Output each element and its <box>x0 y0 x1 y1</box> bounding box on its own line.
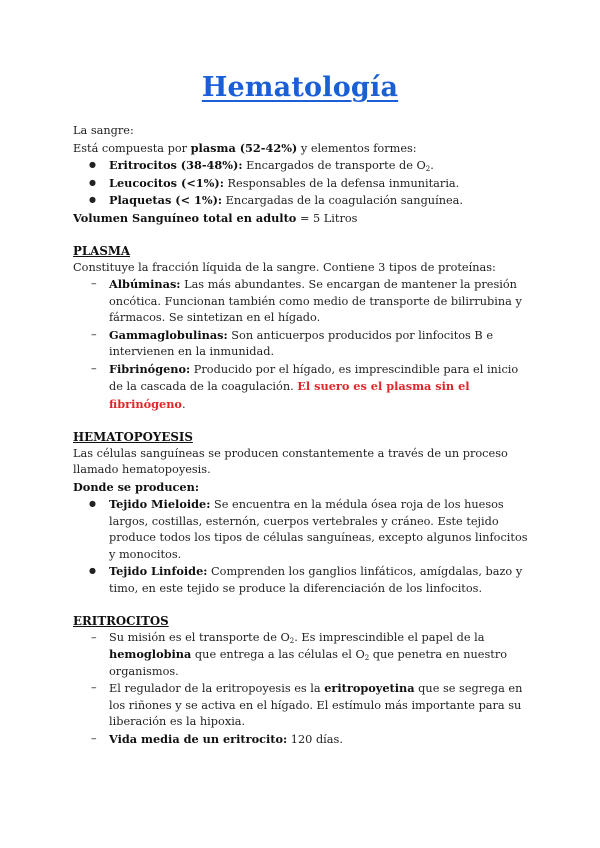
plasma-proteins-list <box>73 276 533 413</box>
document-body <box>73 123 533 748</box>
blood-components-list <box>73 157 533 210</box>
intro-composition: Está compuesta por plasma (52-42%) y elementos formes: <box>73 140 417 155</box>
list-item: – Vida media de un eritrocito: 120 días. <box>73 731 533 749</box>
list-item: – Fibrinógeno: Producido por el hígado, es imprescindible para el inicio de la cascada de la coagulación. El suero es el plasma sin el fibrinógeno. <box>73 361 533 414</box>
section-heading-eritrocitos: ERITROCITOS <box>73 614 169 628</box>
list-item: ● Eritrocitos (38-48%): Encargados de transporte de $O_2$. <box>73 157 533 175</box>
list-item: ● Tejido Linfoide: Comprenden los ganglios linfáticos, amígdalas, bazo y timo, en este tejido se produce la diferenciación de los linfocitos. <box>73 563 533 597</box>
intro-line: La sangre: <box>73 124 134 137</box>
page-title: Hematología <box>201 72 399 103</box>
list-item: ● Plaquetas (< 1%): Encargadas de la coagulación sanguínea. <box>73 192 533 210</box>
highlight-note: El suero es el plasma sin el fibrinógeno <box>109 379 470 411</box>
section-heading-plasma: PLASMA <box>73 244 131 258</box>
list-item: ● Leucocitos (<1%): Responsables de la defensa inmunitaria. <box>73 175 533 193</box>
list-item: – Gammaglobulinas: Son anticuerpos producidos por linfocitos B e intervienen en la inmunidad. <box>73 327 533 361</box>
list-item: – Su misión es el transporte de $O_2$. Es imprescindible el papel de la hemoglobina que entrega a las células el $O_2$ que penetra en nuestro organismos. <box>73 630 533 681</box>
list-item: – Albúminas: Las más abundantes. Se encargan de mantener la presión oncótica. Funcionan también como medio de transporte de bilirrubina y fármacos. Se sintetizan en el hígado. <box>73 276 533 327</box>
where-produced: Donde se producen: <box>73 479 199 494</box>
eritrocitos-list <box>73 630 533 749</box>
list-item: – El regulador de la eritropoyesis es la eritropoyetina que se segrega en los riñones y se activa en el hígado. El estímulo más importante para su liberación es la hipoxia. <box>73 680 533 731</box>
section-heading-hematopoyesis: HEMATOPOYESIS <box>73 430 193 444</box>
tissues-list <box>73 496 533 597</box>
plasma-intro: Constituye la fracción líquida de la sangre. Contiene 3 tipos de proteínas: <box>73 260 496 274</box>
blood-volume: Volumen Sanguíneo total en adulto = 5 Litros <box>73 210 358 225</box>
list-item: ● Tejido Mieloide: Se encuentra en la médula ósea roja de los huesos largos, costillas, esternón, cuerpos vertebrales y cráneo. Este tejido produce todos los tipos de células sanguíneas, excepto algunos linfocitos y monocitos. <box>73 496 533 563</box>
hematopoyesis-intro: Las células sanguíneas se producen constantemente a través de un proceso llamado hematopoyesis. <box>73 446 508 476</box>
